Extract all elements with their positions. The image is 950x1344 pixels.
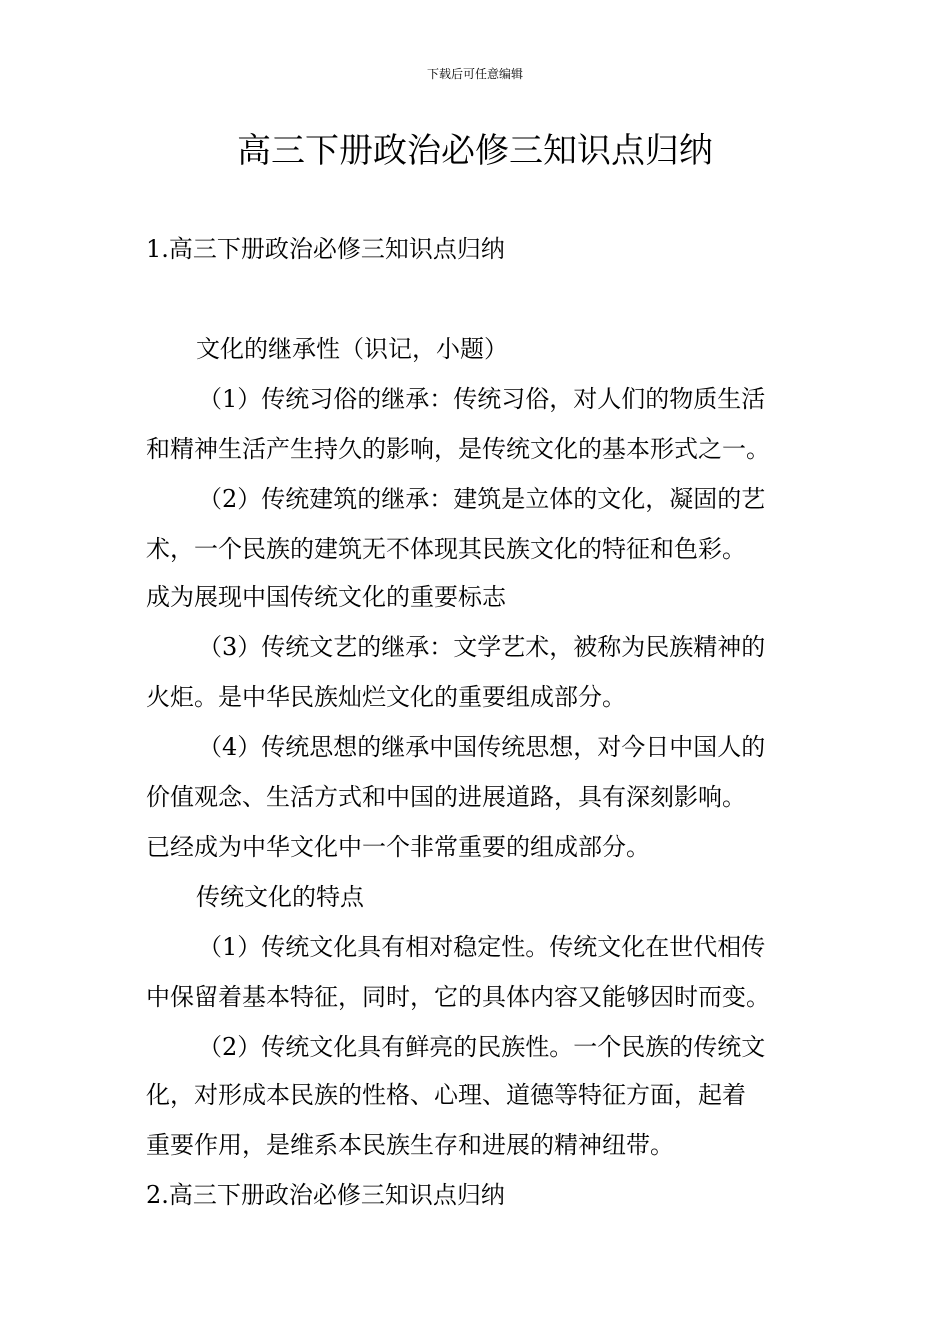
paragraph-line: 中保留着基本特征，同时，它的具体内容又能够因时而变。	[146, 983, 770, 1011]
paragraph-line: 已经成为中华文化中一个非常重要的组成部分。	[146, 833, 650, 861]
paragraph-line: 化，对形成本民族的性格、心理、道德等特征方面，起着	[146, 1081, 746, 1109]
paragraph-line: （2）传统文化具有鲜亮的民族性。一个民族的传统文	[198, 1033, 766, 1061]
paragraph-line: （1）传统习俗的继承：传统习俗，对人们的物质生活	[198, 385, 766, 413]
paragraph-line: 价值观念、生活方式和中国的进展道路，具有深刻影响。	[146, 783, 746, 811]
paragraph-line: （1）传统文化具有相对稳定性。传统文化在世代相传	[198, 933, 766, 961]
paragraph-line: 术，一个民族的建筑无不体现其民族文化的特征和色彩。	[146, 535, 746, 563]
section-heading-1: 1.高三下册政治必修三知识点归纳	[146, 235, 505, 263]
subheading-characteristics: 传统文化的特点	[196, 883, 364, 911]
paragraph-line: 火炬。是中华民族灿烂文化的重要组成部分。	[146, 683, 626, 711]
section-heading-2: 2.高三下册政治必修三知识点归纳	[146, 1181, 505, 1209]
paragraph-line: 重要作用，是维系本民族生存和进展的精神纽带。	[146, 1131, 674, 1159]
paragraph-line: （2）传统建筑的继承：建筑是立体的文化，凝固的艺	[198, 485, 766, 513]
subheading-inheritance: 文化的继承性（识记，小题）	[196, 335, 508, 363]
page-header-note: 下载后可任意编辑	[426, 67, 523, 81]
paragraph-line: 成为展现中国传统文化的重要标志	[146, 583, 506, 611]
paragraph-line: （4）传统思想的继承中国传统思想，对今日中国人的	[198, 733, 766, 761]
document-title: 高三下册政治必修三知识点归纳	[237, 131, 713, 171]
paragraph-line: 和精神生活产生持久的影响，是传统文化的基本形式之一。	[146, 435, 770, 463]
paragraph-line: （3）传统文艺的继承：文学艺术，被称为民族精神的	[198, 633, 766, 661]
